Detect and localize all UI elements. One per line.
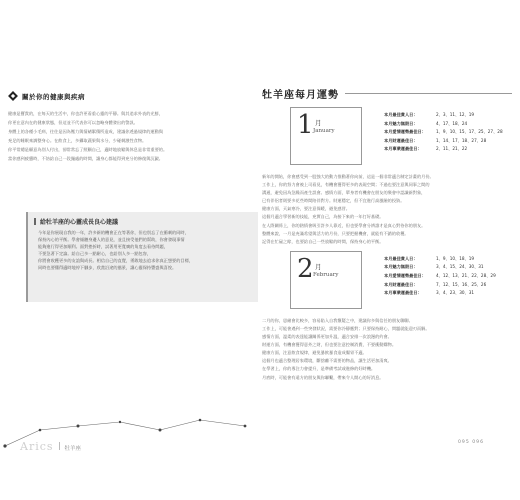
lucky-value: 7、12、15、16、25、26 [436,281,487,287]
bar-icon [34,218,36,225]
lucky-row [384,128,503,137]
month-block-january [262,107,512,169]
right-page [262,86,512,426]
lucky-label: 本月財運最佳日： [384,137,418,143]
advice-box [26,212,258,302]
month-badge [290,251,362,309]
month-label: 月 [315,119,322,127]
month-paragraph: 在學習上，你的專注力會提升，是準備考試或進修的好時機。 [262,366,376,372]
month-paragraph: 月底時，可能會有遠方的朋友與你聯繫，帶來令人開心的好消息。 [262,374,384,380]
advice-paragraph: 不要急著下定論。給自己多一點耐心，也給別人多一點包容， [38,251,152,256]
advice-paragraph: 今年是你展現自我的一年，許多新的機會正在等著你，但也別忘了在衝刺的同時， [38,230,189,235]
month-paragraph: 已有伴侶者則要多花些時間陪伴對方。財運穩定，但不宜進行高風險的投資。 [262,198,405,204]
month-paragraph: 整體來說，一月是充滿希望與活力的月份，只要把握機會，就能有不錯的收穫。 [262,230,409,236]
month-paragraph: 感情方面，溫柔的表達能讓關係更加升溫，適合安排一次浪漫的約會。 [262,334,392,340]
lucky-row [384,137,503,146]
month-paragraph: 這個月適合學習新的技能，充實自己，為接下來的一年打好基礎。 [262,214,384,220]
left-page [8,88,256,418]
lucky-label: 本月最佳貴人日： [384,112,418,117]
lucky-label: 本月事業運最佳日： [384,290,422,296]
section-title: 關於你的健康與疾病 [22,92,85,101]
lucky-value: 1、14、17、18、27、28 [436,137,487,143]
month-paragraph: 這個月也適合整理居家環境，斷捨離不需要的物品，讓生活更加清爽。 [262,358,392,364]
month-paragraph: 記得在忙碌之餘，也要給自己一些放鬆的時間，保持身心的平衡。 [262,238,384,244]
month-english: February [313,271,339,278]
lucky-value: 1、9、10、15、17、25、27、28 [436,129,503,135]
month-paragraph: 工作上，可能會遇到一些突發狀況，需要你冷靜應對；只要保持耐心，問題就能迎刃而解。 [262,325,430,331]
health-paragraph: 你更在意內在的健康狀態，但這並不代表你可以忽略身體發出的警訊。 [8,120,138,126]
month-block-february [262,251,512,313]
page-numbers: 095 096 [458,440,484,445]
lucky-value: 2、3、11、12、19 [436,112,475,117]
lucky-label: 本月事業運最佳日： [384,146,422,152]
month-paragraph: 健康方面，天氣寒冷，要注意保暖，避免感冒。 [262,206,350,212]
page-title: 牡羊座每月運勢 [262,90,339,101]
lucky-row [384,289,496,298]
footer-sign-name: 牡羊座 [64,446,82,452]
lucky-value: 4、12、13、21、22、28、29 [436,273,496,279]
footer-divider [59,442,60,450]
january-text [262,173,512,245]
health-paragraph: 當你感到疲憊時，不妨給自己一段獨處的時間，讓身心都能得到充分的修復與沉澱。 [8,156,163,162]
lucky-value: 1、9、10、18、19 [436,255,475,261]
health-section-header [8,88,256,104]
month-paragraph: 溝通，避免因為急躁而產生誤會。感情方面，單身者有機會在朋友的聚會中認識新對象， [262,190,426,196]
lucky-label: 本月最佳貴人日： [384,255,418,261]
advice-title-text: 給牡羊座的心靈成長良心建議 [40,219,119,226]
month-number: 2 [297,253,314,284]
health-paragraph: 你平常總是願意為別人付出，卻常常忘了照顧自己，適時地放鬆與休息是非常重要的。 [8,147,168,153]
month-label: 月 [315,262,322,271]
month-badge [290,107,362,165]
lucky-value: 3、4、15、24、30、31 [436,264,484,270]
lucky-days-list [384,111,503,154]
advice-title [34,217,258,226]
lucky-row [384,111,503,120]
health-paragraph: 充足的睡眠來調整身心。在飲食上，多攝取蔬果與水分，少碰刺激性食物。 [8,138,147,144]
left-footer [20,440,81,453]
lucky-label: 本月魅力無限日： [384,264,418,270]
monthly-fortune-header [262,86,512,101]
lucky-row [384,255,496,264]
month-paragraph: 在人際關係上，你的熱情會吸引許多人靠近，但也要學會分辨誰才是真心對待你的朋友。 [262,222,426,228]
lucky-days-list [384,255,496,298]
title-rule [345,93,512,94]
lucky-label: 本月愛情運勢最佳日： [384,273,426,279]
footer-logo: Arics [20,440,54,453]
advice-paragraph: 能夠進行得更加順利。面對挫折時，試著用更寬廣的角度去看待問題， [38,244,168,249]
health-paragraph: 身體上的各種小毛病，往往是因為壓力與情緒累積所造成，建議你透過規律的運動與 [8,129,163,135]
month-paragraph: 新年的開始，你會感受到一股強大的動力推動著你向前，這是一個非常適合制定計畫的月份。 [262,174,434,179]
lucky-row [384,281,496,290]
lucky-row [384,263,496,272]
advice-body-text [28,229,258,271]
month-number: 1 [297,110,314,140]
month-paragraph: 工作上，你的努力會被上司看見，有機會獲得更多的表現空間；不過也要注意與同事之間的 [262,182,430,188]
diamond-icon [8,91,18,101]
lucky-label: 本月魅力無限日： [384,120,418,126]
lucky-label: 本月財運最佳日： [384,281,418,287]
month-paragraph: 二月的你，思緒會比較多，容易陷入自我懷疑之中，建議你多與信任的朋友聊聊。 [262,317,413,323]
lucky-value: 4、17、18、24 [436,120,468,126]
health-paragraph: 健康是寶貴的，在每天的生活中，你也許更看重心靈的平靜。與其追求外表的光鮮， [8,111,163,116]
lucky-label: 本月愛情運勢最佳日： [384,129,426,135]
lucky-row [384,145,503,154]
advice-paragraph: 你將會收穫更多的友誼與成長。相信自己的直覺，勇敢地去追求你真正想要的目標， [38,258,193,263]
advice-paragraph: 保持內心的平衡。學會傾聽身邊人的意見，並且接受他們的幫助，你會發現事情 [38,237,185,242]
lucky-row [384,120,503,129]
lucky-value: 2、11、21、22 [436,146,468,152]
month-paragraph: 健康方面，注意飲食規律，避免暴飲暴食造成腸胃不適。 [262,350,367,356]
february-text [262,317,512,381]
health-body-text [8,110,248,163]
lucky-row [384,272,496,281]
advice-paragraph: 同時也要懂得適時地停下腳步，欣賞沿途的風景，讓心靈保持豐盛與喜悅。 [38,265,177,270]
month-english: January [313,128,335,134]
lucky-value: 3、4、23、30、31 [436,290,475,296]
month-paragraph: 財運方面，有機會獲得意外之財，但也要注意控制消費，不要衝動購物。 [262,342,397,348]
